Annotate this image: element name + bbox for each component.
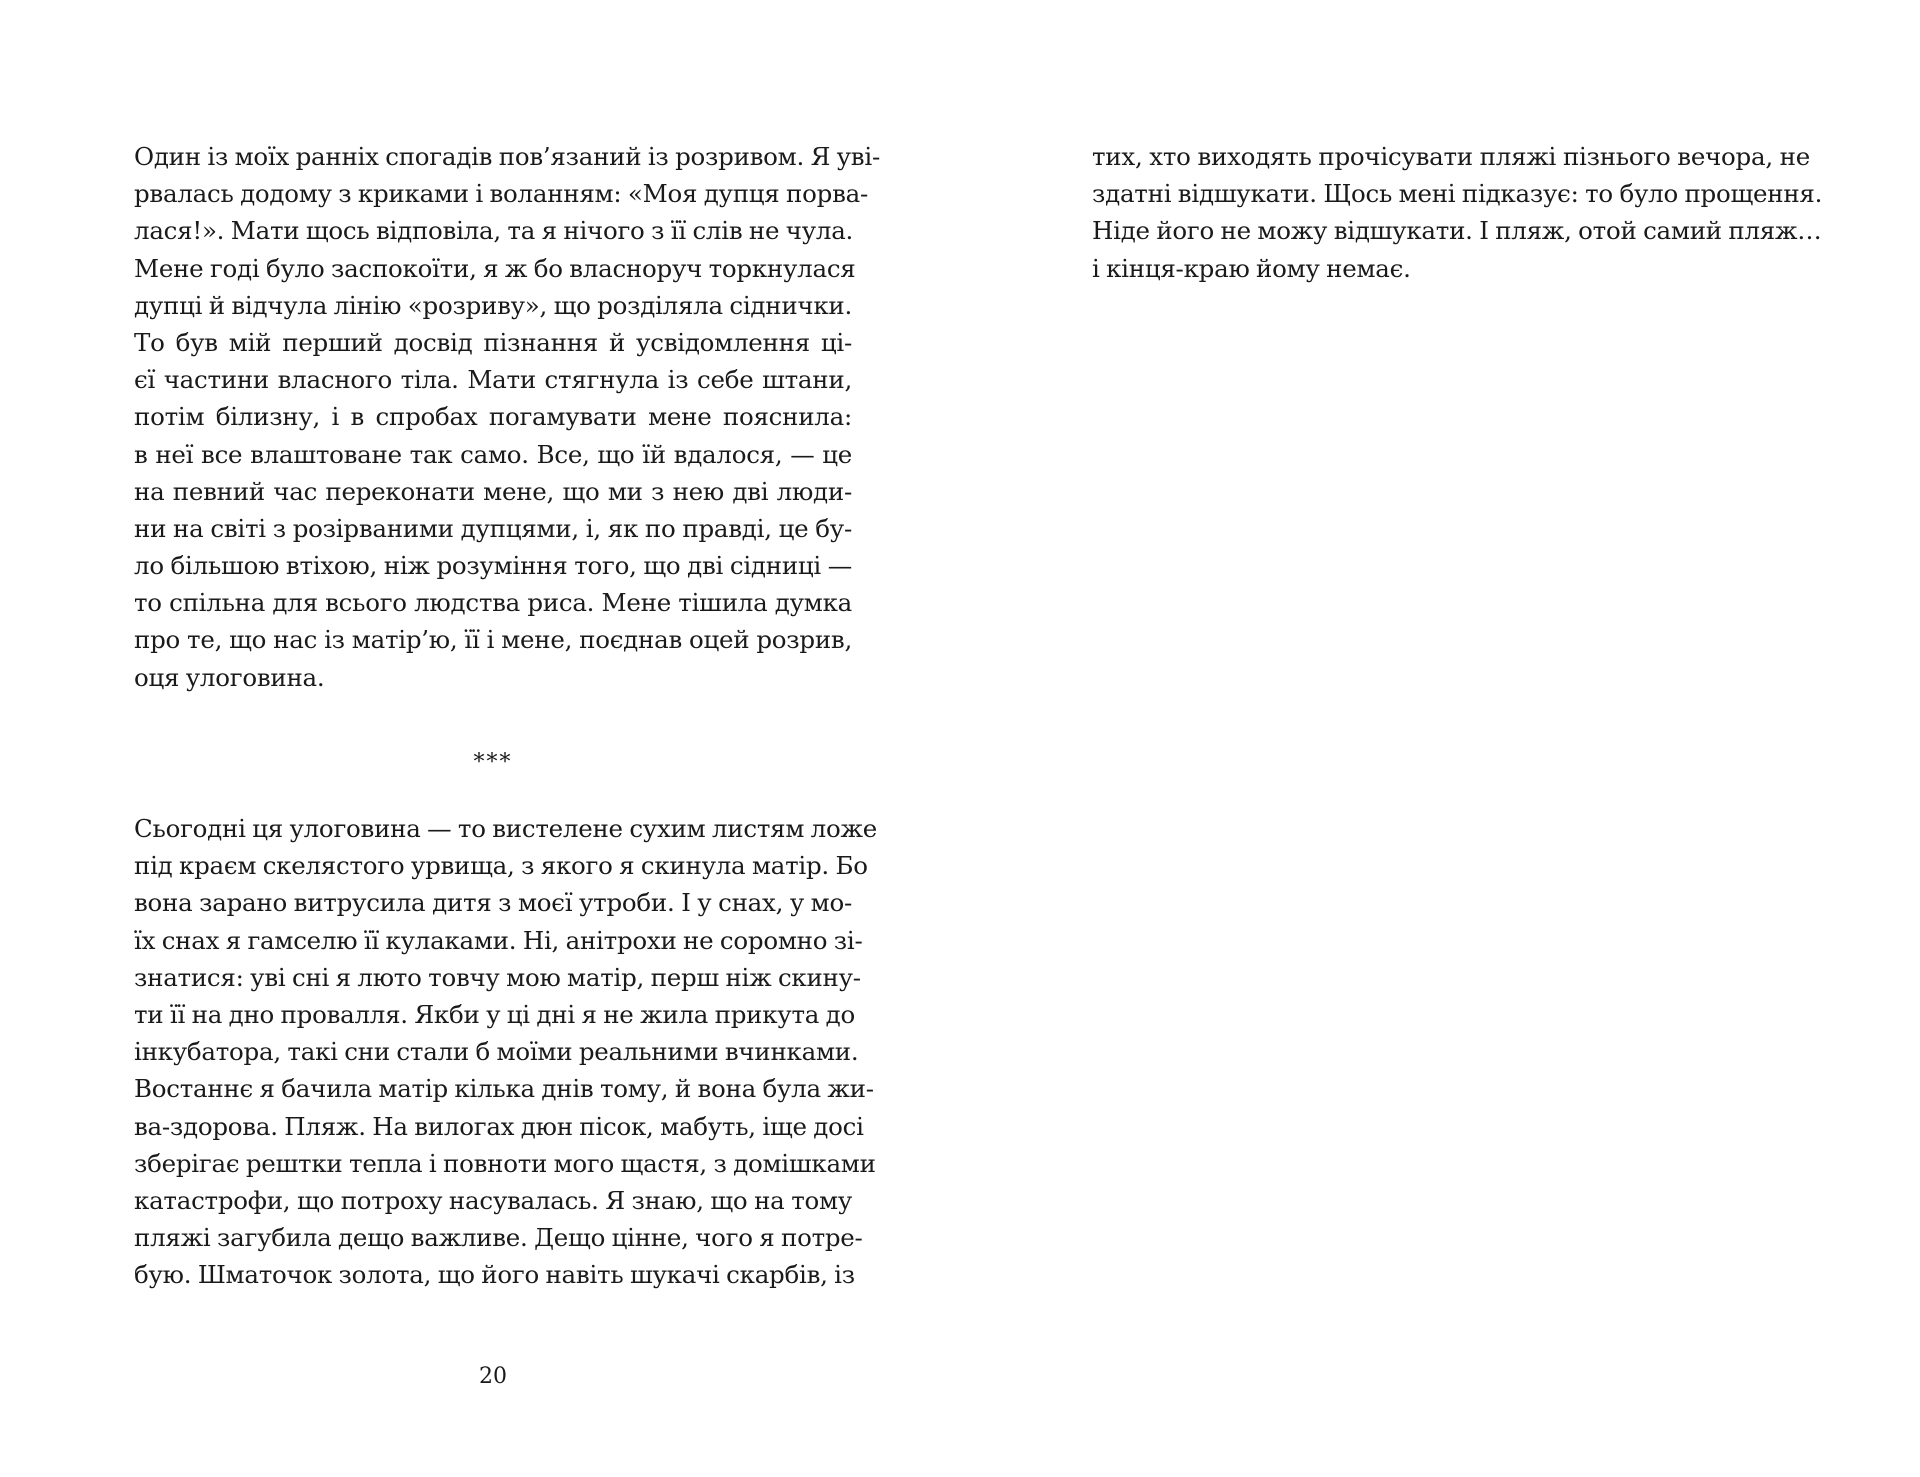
text-line: Ніде його не можу відшукати. І пляж, отой самий пляж…	[1092, 216, 1822, 246]
text-line: в неї все влаштоване так само. Все, що їй вдалося, — це	[134, 439, 852, 469]
text-line: здатні відшукати. Щось мені підказує: то було прощення.	[1092, 179, 1823, 209]
text-line: тих, хто виходять прочісувати пляжі пізнього вечора, не	[1092, 142, 1810, 171]
text-line: інкубатора, такі сни стали б моїми реальними вчинками.	[134, 1037, 859, 1067]
text-line: ва-здорова. Пляж. На вилогах дюн пісок, мабуть, іще досі	[134, 1111, 864, 1141]
paragraph-first-memory	[134, 138, 880, 696]
text-line: єї частини власного тіла. Мати стягнула із себе штани,	[134, 365, 852, 395]
paragraph-today	[134, 810, 878, 1293]
text-line: зберігає рештки тепла і повноти мого щастя, з домішками	[134, 1148, 876, 1178]
text-line: Мене годі було заспокоїти, я ж бо власноруч торкнулася	[134, 253, 856, 283]
text-line: рвалась додому з криками і воланням: «Моя дупця порва-	[134, 179, 868, 209]
text-line: лася!». Мати щось відповіла, та я нічого з її слів не чула.	[134, 216, 854, 246]
text-line: бую. Шматочок золота, що його навіть шукачі скарбів, із	[134, 1260, 855, 1290]
text-line: то спільна для всього людства риса. Мене тішила думка	[134, 588, 852, 618]
text-line: То був мій перший досвід пізнання й усвідомлення ці-	[134, 327, 852, 357]
text-line: під краєм скелястого урвища, з якого я скинула матір. Бо	[134, 851, 868, 881]
text-line: і кінця-краю йому немає.	[1092, 253, 1411, 283]
text-line: про те, що нас із матір’ю, її і мене, поєднав оцей розрив,	[134, 625, 852, 655]
text-line: ти її на дно провалля. Якби у ці дні я не жила прикута до	[134, 999, 856, 1029]
text-line: знатися: уві сні я люто товчу мою матір, перш ніж скину-	[134, 962, 861, 992]
text-line: пляжі загубила дещо важливе. Дещо цінне, чого я потре-	[134, 1223, 863, 1253]
text-line: ни на світі з розірваними дупцями, і, як по правді, це бу-	[134, 513, 852, 543]
text-line: Сьогодні ця улоговина — то вистелене сухим листям ложе	[134, 814, 878, 843]
text-line: потім білизну, і в спробах погамувати мене пояснила:	[134, 402, 852, 432]
paragraph-continuation	[1092, 138, 1823, 287]
page-number: 20	[479, 1364, 507, 1389]
text-line: ло більшою втіхою, ніж розуміння того, що дві сідниці —	[134, 551, 852, 581]
text-line: вона зарано витрусила дитя з моєї утроби. І у снах, у мо-	[134, 888, 852, 918]
right-page	[960, 0, 1920, 1477]
section-separator: ***	[473, 750, 513, 775]
text-line: катастрофи, що потроху насувалась. Я знаю, що на тому	[134, 1185, 852, 1215]
text-line: Один із моїх ранніх спогадів пов’язаний із розривом. Я уві-	[134, 142, 880, 171]
text-line: дупці й відчула лінію «розриву», що розділяла сіднички.	[134, 290, 853, 320]
text-line: оця улоговина.	[134, 662, 325, 692]
text-line: на певний час переконати мене, що ми з нею дві люди-	[134, 476, 852, 506]
text-line: їх снах я гамселю її кулаками. Ні, анітрохи не соромно зі-	[134, 925, 863, 955]
text-line: Востаннє я бачила матір кілька днів тому, й вона була жи-	[134, 1074, 874, 1104]
